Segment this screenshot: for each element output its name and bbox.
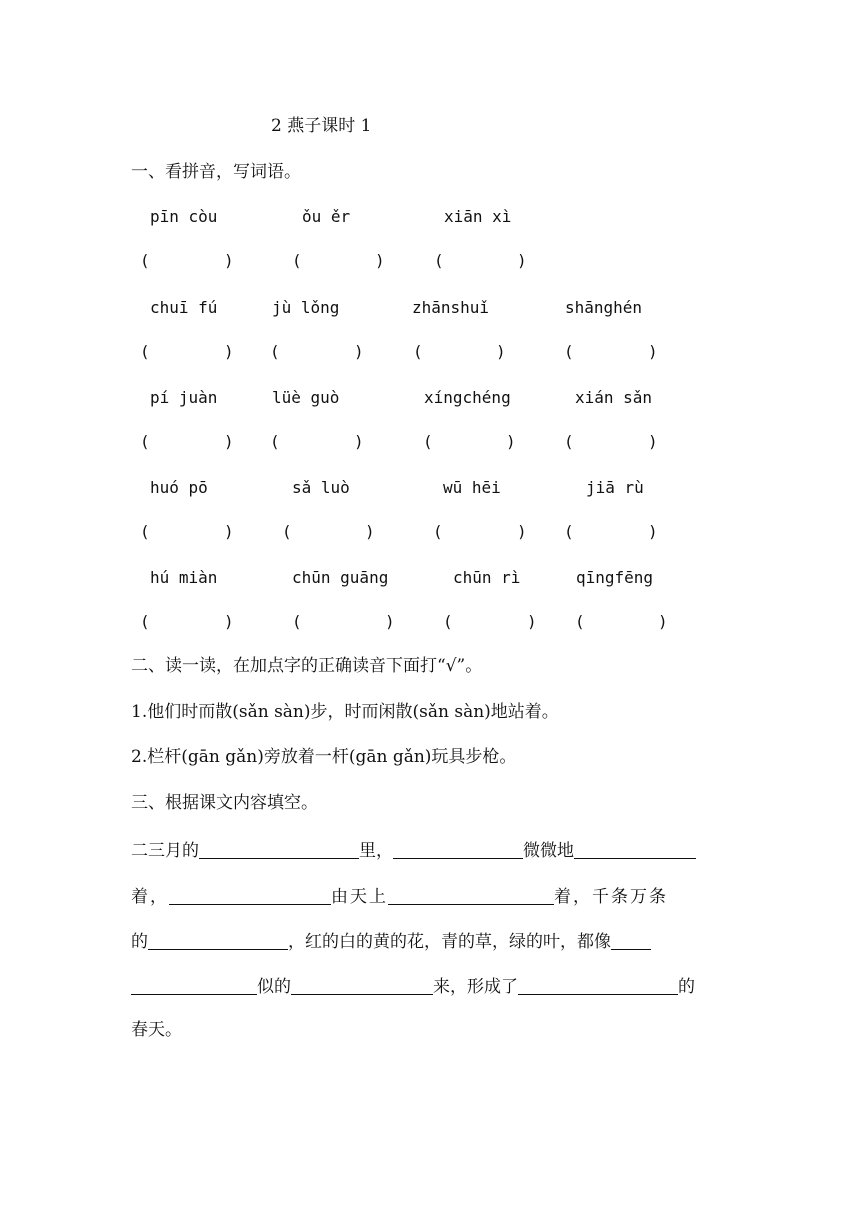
answer-paren-close: ) xyxy=(385,612,395,631)
answer-paren-open: ( xyxy=(292,612,302,631)
fill-text: 着， xyxy=(131,887,169,907)
fill-blank[interactable] xyxy=(291,976,433,995)
fill-text: 着，千条万条 xyxy=(554,887,668,907)
answer-paren-open: ( xyxy=(564,432,574,451)
answer-paren-open: ( xyxy=(564,522,574,541)
fill-text: 似的 xyxy=(257,977,291,997)
answer-paren-close: ) xyxy=(648,432,658,451)
fill-text: 由天上 xyxy=(331,887,388,907)
fill-blank[interactable] xyxy=(393,840,523,859)
fill-text: 微微地 xyxy=(523,841,574,861)
fill-blank[interactable] xyxy=(388,886,554,905)
fill-line-4 xyxy=(131,976,695,996)
section-1-heading: 一、看拼音，写词语。 xyxy=(131,162,301,182)
worksheet-title: 2 燕子课时 1 xyxy=(271,116,372,136)
answer-paren-open: ( xyxy=(270,342,280,361)
answer-paren-close: ) xyxy=(658,612,668,631)
answer-paren-open: ( xyxy=(443,612,453,631)
fill-line-2 xyxy=(131,886,668,906)
section-3-heading: 三、根据课文内容填空。 xyxy=(131,793,318,813)
fill-blank[interactable] xyxy=(148,931,288,950)
answer-paren-close: ) xyxy=(365,522,375,541)
fill-blank[interactable] xyxy=(199,840,359,859)
answer-paren-close: ) xyxy=(517,522,527,541)
pinyin-4-2: sǎ luò xyxy=(292,478,350,497)
pinyin-1-1: pīn còu xyxy=(150,207,218,226)
answer-paren-open: ( xyxy=(423,432,433,451)
pinyin-5-2: chūn guāng xyxy=(292,568,389,587)
pinyin-5-3: chūn rì xyxy=(453,568,521,587)
answer-paren-open: ( xyxy=(140,522,150,541)
pinyin-2-1: chuī fú xyxy=(150,298,218,317)
answer-paren-open: ( xyxy=(140,342,150,361)
answer-paren-close: ) xyxy=(224,342,234,361)
answer-paren-open: ( xyxy=(413,342,423,361)
pinyin-2-2: jù lǒng xyxy=(272,298,340,317)
answer-paren-open: ( xyxy=(282,522,292,541)
fill-blank[interactable] xyxy=(574,840,696,859)
answer-paren-open: ( xyxy=(140,251,150,270)
fill-blank[interactable] xyxy=(169,886,331,905)
answer-paren-open: ( xyxy=(270,432,280,451)
pinyin-4-3: wū hēi xyxy=(443,478,501,497)
pinyin-1-2: ǒu ěr xyxy=(302,207,351,226)
fill-line-5: 春天。 xyxy=(131,1020,182,1040)
pinyin-3-4: xián sǎn xyxy=(575,388,653,407)
pinyin-2-3: zhānshuǐ xyxy=(412,298,490,317)
answer-paren-close: ) xyxy=(224,251,234,270)
answer-paren-close: ) xyxy=(375,251,385,270)
answer-paren-open: ( xyxy=(292,251,302,270)
answer-paren-close: ) xyxy=(354,432,364,451)
fill-text: 来，形成了 xyxy=(433,977,518,997)
fill-text: 的 xyxy=(678,977,695,997)
answer-paren-open: ( xyxy=(564,342,574,361)
pinyin-5-4: qīngfēng xyxy=(576,568,654,587)
answer-paren-open: ( xyxy=(140,612,150,631)
pinyin-2-4: shānghén xyxy=(565,298,643,317)
pinyin-4-4: jiā rù xyxy=(586,478,644,497)
answer-paren-open: ( xyxy=(433,522,443,541)
fill-text: 里， xyxy=(359,841,393,861)
answer-paren-close: ) xyxy=(506,432,516,451)
answer-paren-open: ( xyxy=(575,612,585,631)
answer-paren-close: ) xyxy=(517,251,527,270)
fill-text: 的 xyxy=(131,932,148,952)
answer-paren-open: ( xyxy=(434,251,444,270)
answer-paren-close: ) xyxy=(648,522,658,541)
pinyin-4-1: huó pō xyxy=(150,478,208,497)
answer-paren-close: ) xyxy=(224,522,234,541)
answer-paren-open: ( xyxy=(140,432,150,451)
pinyin-1-3: xiān xì xyxy=(444,207,512,226)
answer-paren-close: ) xyxy=(224,612,234,631)
answer-paren-close: ) xyxy=(496,342,506,361)
fill-blank[interactable] xyxy=(131,976,257,995)
fill-text: ，红的白的黄的花，青的草，绿的叶，都像 xyxy=(288,932,611,952)
reading-item-2: 2.栏杆(gān gǎn)旁放着一杆(gān gǎn)玩具步枪。 xyxy=(131,747,517,767)
fill-line-3 xyxy=(131,931,651,951)
answer-paren-close: ) xyxy=(354,342,364,361)
pinyin-5-1: hú miàn xyxy=(150,568,218,587)
fill-blank[interactable] xyxy=(611,931,651,950)
pinyin-3-3: xíngchéng xyxy=(424,388,511,407)
section-2-heading: 二、读一读，在加点字的正确读音下面打“√”。 xyxy=(131,656,483,676)
answer-paren-close: ) xyxy=(648,342,658,361)
fill-blank[interactable] xyxy=(518,976,678,995)
reading-item-1: 1.他们时而散(sǎn sàn)步，时而闲散(sǎn sàn)地站着。 xyxy=(131,702,559,722)
fill-line-1 xyxy=(131,840,696,860)
pinyin-3-2: lüè guò xyxy=(272,388,340,407)
pinyin-3-1: pí juàn xyxy=(150,388,218,407)
answer-paren-close: ) xyxy=(224,432,234,451)
answer-paren-close: ) xyxy=(527,612,537,631)
fill-text: 二三月的 xyxy=(131,841,199,861)
